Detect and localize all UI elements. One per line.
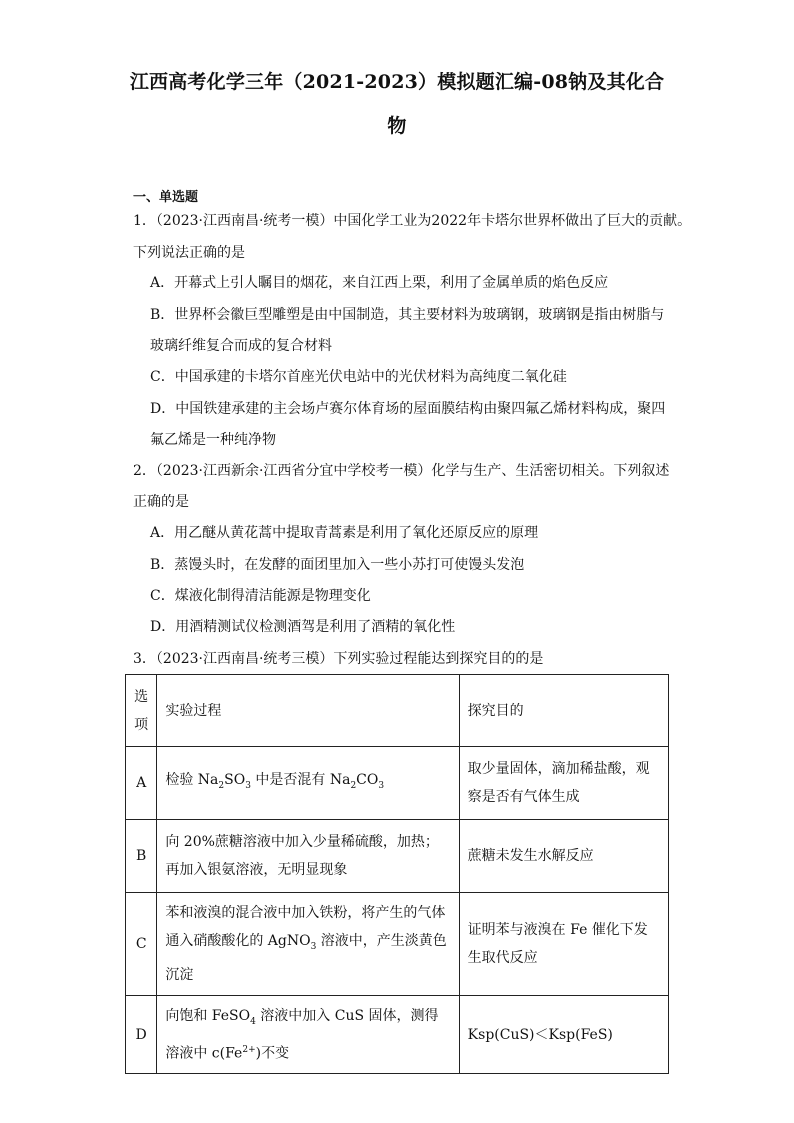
table-header-row xyxy=(126,675,669,747)
row-process xyxy=(157,893,459,996)
q2-option-d: D．用酒精测试仪检测酒驾是利用了酒精的氧化性 xyxy=(150,619,456,635)
q1-stem-line2: 下列说法正确的是 xyxy=(133,245,245,261)
table-row xyxy=(126,893,669,996)
q1-option-b-line1: B．世界杯会徽巨型雕塑是由中国制造，其主要材料为玻璃钢，玻璃钢是指由树脂与 xyxy=(150,307,665,323)
q1-option-c: C．中国承建的卡塔尔首座光伏电站中的光伏材料为高纯度二氧化硅 xyxy=(150,369,567,385)
row-option-label: B xyxy=(126,820,157,893)
row-d-process-text1: 向饱和 FeSO xyxy=(165,1007,251,1024)
section-heading: 一、单选题 xyxy=(133,190,199,205)
q2-option-c: C．煤液化制得清洁能源是物理变化 xyxy=(150,588,371,604)
row-goal: Ksp(CuS)＜Ksp(FeS) xyxy=(459,995,668,1073)
row-d-process-text3: )不变 xyxy=(255,1045,290,1062)
document-title-line1: 江西高考化学三年（2021-2023）模拟题汇编-08钠及其化合 xyxy=(129,71,665,93)
row-a-subscript4: 3 xyxy=(378,780,385,791)
q2-stem-line2: 正确的是 xyxy=(133,494,189,510)
row-a-process-text2: SO xyxy=(224,772,246,789)
row-a-subscript1: 2 xyxy=(218,780,225,791)
row-a-process-text3: 中是否混有 Na xyxy=(250,772,351,789)
q1-option-a: A．开幕式上引人瞩目的烟花，来自江西上栗，利用了金属单质的焰色反应 xyxy=(150,275,609,291)
header-process-cell: 实验过程 xyxy=(157,675,459,747)
row-process: 向 20%蔗糖溶液中加入少量稀硫酸，加热；再加入银氨溶液，无明显现象 xyxy=(157,820,459,893)
row-d-process-text2: 溶液中加入 CuS 固体，测得溶液中 c(Fe xyxy=(165,1007,439,1062)
table-row xyxy=(126,995,669,1073)
q1-stem-line1: 1．（2023·江西南昌·统考一模）中国化学工业为2022年卡塔尔世界杯做出了巨大的贡献。 xyxy=(133,213,692,229)
row-a-subscript2: 3 xyxy=(245,780,251,791)
row-goal: 取少量固体，滴加稀盐酸，观察是否有气体生成 xyxy=(459,747,668,820)
header-option-char2: 项 xyxy=(134,716,149,733)
row-d-subscript: 4 xyxy=(250,1016,256,1027)
row-a-subscript3: 2 xyxy=(350,780,357,791)
q1-option-d-line2: 氟乙烯是一种纯净物 xyxy=(150,432,276,448)
table-row xyxy=(126,747,669,820)
row-c-process-text1: 苯和液溴的混合液中加入铁粉，将产生的气体通入硝酸酸化的 AgNO xyxy=(165,905,446,949)
q1-option-d-line1: D．中国铁建承建的主会场卢赛尔体育场的屋面膜结构由聚四氟乙烯材料构成，聚四 xyxy=(150,401,666,417)
row-c-subscript: 3 xyxy=(310,941,317,952)
row-option-label: D xyxy=(126,995,157,1073)
q2-option-b: B．蒸馒头时，在发酵的面团里加入一些小苏打可使馒头发泡 xyxy=(150,557,525,573)
q2-option-a: A．用乙醚从黄花蒿中提取青蒿素是利用了氧化还原反应的原理 xyxy=(150,525,539,541)
q3-stem: 3．（2023·江西南昌·统考三模）下列实验过程能达到探究目的的是 xyxy=(133,651,544,667)
header-option-cell xyxy=(126,675,157,747)
row-c-process-text2: 溶液中，产生淡黄色沉淀 xyxy=(165,933,447,983)
document-title-line2: 物 xyxy=(387,115,407,137)
table-row xyxy=(126,820,669,893)
header-option-char1: 选 xyxy=(134,688,149,705)
header-goal-cell: 探究目的 xyxy=(459,675,668,747)
row-option-label: A xyxy=(126,747,157,820)
experiment-table xyxy=(125,674,669,1074)
row-process xyxy=(157,995,459,1073)
row-goal: 证明苯与液溴在 Fe 催化下发生取代反应 xyxy=(459,893,668,996)
row-a-process-text1: 检验 Na xyxy=(165,772,219,789)
row-d-superscript: 2+ xyxy=(242,1044,256,1055)
q1-option-b-line2: 玻璃纤维复合而成的复合材料 xyxy=(150,338,332,354)
row-option-label: C xyxy=(126,893,157,996)
row-process xyxy=(157,747,459,820)
q2-stem-line1: 2．（2023·江西新余·江西省分宜中学校考一模）化学与生产、生活密切相关。下列叙述 xyxy=(133,463,670,479)
row-goal: 蔗糖未发生水解反应 xyxy=(459,820,668,893)
row-a-process-text4: CO xyxy=(356,772,379,789)
